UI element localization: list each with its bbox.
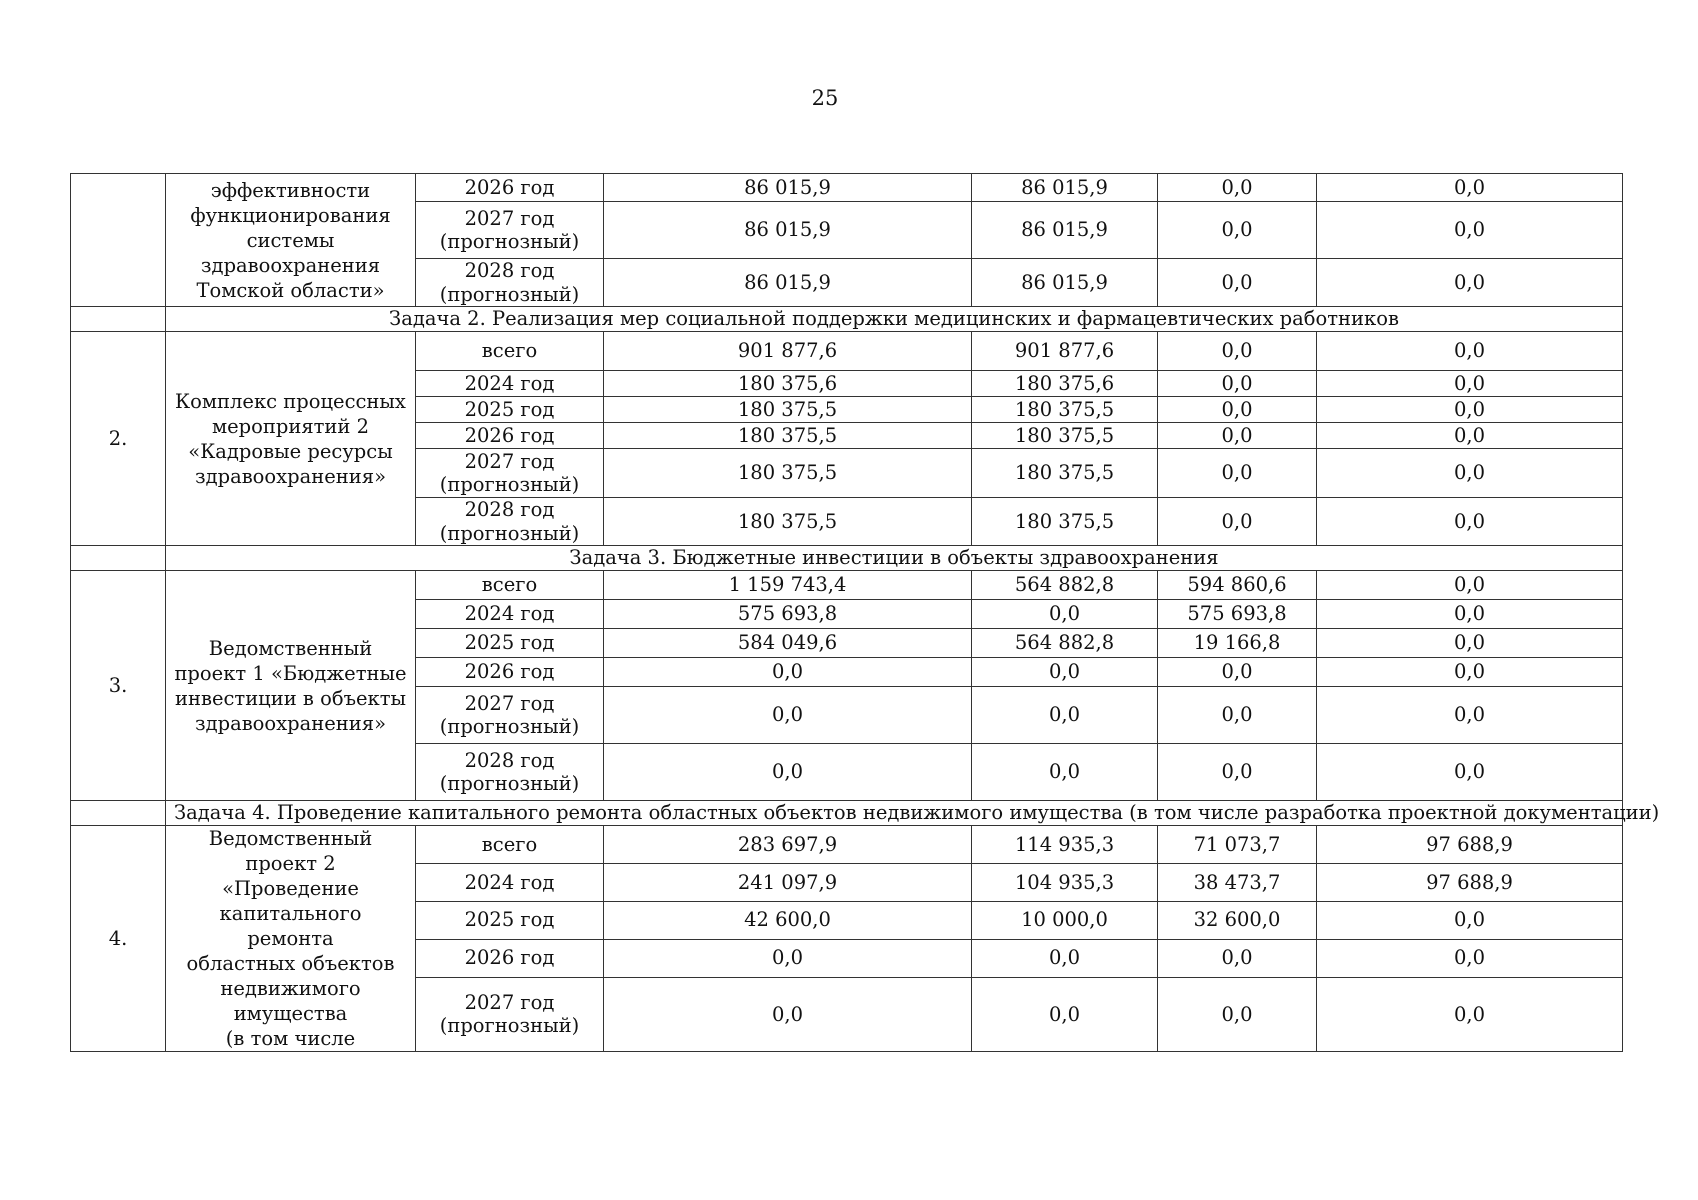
measure-name-line: недвижимого [220,977,361,1000]
period-cell [416,371,604,397]
period-label: 2027 год [464,206,555,230]
period-label: (прогнозный) [439,715,580,738]
value-cell: 86 015,9 [972,202,1158,259]
row-number: 3. [71,571,166,801]
period-label: 2025 год [464,908,555,932]
value-cell: 0,0 [1158,687,1317,744]
value-cell: 0,0 [1158,423,1317,449]
value-cell: 0,0 [1158,498,1317,546]
value-cell: 180 375,5 [972,423,1158,449]
value-cell: 0,0 [1317,977,1623,1052]
value-cell: 180 375,6 [604,371,972,397]
measure-name-line: инвестиции в объекты [174,686,407,710]
task-title: Задача 3. Бюджетные инвестиции в объекты здравоохранения [166,546,1623,571]
value-cell: 86 015,9 [972,174,1158,202]
value-cell: 901 877,6 [604,332,972,371]
task-row [71,801,1623,826]
measure-name [166,826,416,1052]
value-cell: 180 375,6 [972,371,1158,397]
value-cell: 180 375,5 [972,449,1158,498]
period-label: 2024 год [464,602,555,626]
value-cell: 0,0 [1158,259,1317,307]
measure-name-line: здравоохранения [200,253,381,277]
value-cell: 0,0 [1317,939,1623,977]
value-cell: 19 166,8 [1158,629,1317,658]
value-cell: 42 600,0 [604,901,972,939]
task-row [71,546,1623,571]
value-cell: 180 375,5 [972,498,1158,546]
value-cell: 0,0 [1317,600,1623,629]
value-cell: 283 697,9 [604,826,972,864]
value-cell: 104 935,3 [972,863,1158,901]
value-cell: 0,0 [604,658,972,687]
period-label: 2028 год [464,498,555,522]
value-cell: 575 693,8 [1158,600,1317,629]
value-cell: 10 000,0 [972,901,1158,939]
value-cell: 0,0 [1317,371,1623,397]
value-cell: 0,0 [1317,202,1623,259]
period-label: 2026 год [464,660,555,684]
value-cell: 0,0 [972,687,1158,744]
period-cell [416,977,604,1052]
value-cell: 0,0 [1317,397,1623,423]
period-label: 2026 год [464,423,555,447]
measure-name-line: здравоохранения» [194,711,387,735]
period-cell [416,600,604,629]
period-cell [416,571,604,600]
value-cell: 0,0 [1317,174,1623,202]
period-label: (прогнозный) [439,473,580,496]
value-cell: 114 935,3 [972,826,1158,864]
budget-table [70,173,1660,1052]
period-cell [416,826,604,864]
value-cell: 97 688,9 [1317,826,1623,864]
value-cell: 0,0 [1317,332,1623,371]
value-cell: 0,0 [972,744,1158,801]
budget-table-body [71,174,1660,1052]
value-cell: 180 375,5 [604,423,972,449]
period-cell [416,498,604,546]
value-cell: 97 688,9 [1317,863,1623,901]
value-cell: 32 600,0 [1158,901,1317,939]
value-cell: 901 877,6 [972,332,1158,371]
period-label: (прогнозный) [439,772,580,795]
period-cell [416,658,604,687]
measure-name-line: имущества [233,1002,348,1025]
measure-name-line: проект 2 «Проведение [222,852,359,900]
value-cell: 0,0 [972,939,1158,977]
value-cell: 0,0 [604,744,972,801]
value-cell: 0,0 [1317,687,1623,744]
value-cell: 584 049,6 [604,629,972,658]
measure-name-line: проект 1 «Бюджетные [174,661,407,685]
value-cell: 0,0 [604,939,972,977]
period-cell [416,423,604,449]
measure-name [166,174,416,307]
measure-name-line: системы [246,228,335,252]
task-number-cell [71,307,166,332]
value-cell: 594 860,6 [1158,571,1317,600]
value-cell: 0,0 [972,600,1158,629]
value-cell: 180 375,5 [604,449,972,498]
task-number-cell [71,801,166,826]
value-cell: 180 375,5 [604,498,972,546]
period-label: (прогнозный) [439,282,580,306]
value-cell: 0,0 [604,687,972,744]
period-label: (прогнозный) [439,230,580,253]
period-cell [416,744,604,801]
table-row [71,571,1623,600]
value-cell: 0,0 [1317,498,1623,546]
period-label: 2028 год [464,748,555,772]
period-cell [416,397,604,423]
period-label: 2025 год [464,631,555,655]
value-cell: 86 015,9 [604,174,972,202]
period-cell [416,259,604,307]
period-label: 2026 год [464,175,555,199]
period-cell [416,202,604,259]
value-cell: 0,0 [1158,744,1317,801]
period-label: 2027 год [464,449,555,473]
value-cell: 71 073,7 [1158,826,1317,864]
table-row [71,174,1623,202]
period-cell [416,449,604,498]
row-number: 2. [71,332,166,546]
value-cell: 86 015,9 [604,259,972,307]
value-cell: 0,0 [972,658,1158,687]
table-row [71,826,1623,864]
period-cell [416,629,604,658]
task-title: Задача 2. Реализация мер социальной поддержки медицинских и фармацевтических работников [166,307,1623,332]
value-cell: 241 097,9 [604,863,972,901]
period-cell [416,687,604,744]
measure-name-line: Ведомственный [208,827,373,850]
period-label: 2027 год [464,990,555,1014]
value-cell: 0,0 [604,977,972,1052]
value-cell: 0,0 [1317,423,1623,449]
value-cell: 0,0 [1158,202,1317,259]
period-label: всего [481,832,538,856]
value-cell: 1 159 743,4 [604,571,972,600]
value-cell: 0,0 [1158,939,1317,977]
period-cell [416,174,604,202]
measure-name-line: Комплекс процессных [175,389,406,413]
value-cell: 0,0 [1317,571,1623,600]
row-number [71,174,166,307]
value-cell: 86 015,9 [604,202,972,259]
task-row [71,307,1623,332]
measure-name [166,332,416,546]
value-cell: 180 375,5 [604,397,972,423]
period-cell [416,332,604,371]
value-cell: 0,0 [1158,371,1317,397]
page-number: 25 [811,86,839,110]
measure-name-line: (в том числе [225,1027,356,1050]
value-cell: 86 015,9 [972,259,1158,307]
row-number: 4. [71,826,166,1052]
period-label: 2027 год [464,691,555,715]
period-cell [416,939,604,977]
value-cell: 0,0 [1158,449,1317,498]
value-cell: 0,0 [1158,977,1317,1052]
period-cell [416,863,604,901]
value-cell: 0,0 [1158,332,1317,371]
value-cell: 0,0 [1317,259,1623,307]
value-cell: 564 882,8 [972,629,1158,658]
period-label: 2024 год [464,371,555,395]
measure-name-line: Ведомственный [208,636,373,660]
value-cell: 0,0 [1317,658,1623,687]
value-cell: 575 693,8 [604,600,972,629]
period-label: 2025 год [464,397,555,421]
period-label: 2028 год [464,259,555,283]
table-row [71,332,1623,371]
period-label: (прогнозный) [439,1014,580,1038]
period-label: (прогнозный) [439,521,580,545]
value-cell: 0,0 [1158,658,1317,687]
value-cell: 564 882,8 [972,571,1158,600]
value-cell: 0,0 [972,977,1158,1052]
measure-name [166,571,416,801]
period-label: всего [481,339,538,363]
value-cell: 0,0 [1317,449,1623,498]
measure-name-line: «Кадровые ресурсы [188,439,393,463]
value-cell: 0,0 [1317,629,1623,658]
value-cell: 0,0 [1317,744,1623,801]
value-cell: 0,0 [1317,901,1623,939]
period-cell [416,901,604,939]
period-label: 2024 год [464,870,555,894]
measure-name-line: здравоохранения» [194,464,387,488]
measure-name-line: капитального ремонта [219,902,362,950]
task-title: Задача 4. Проведение капитального ремонта областных объектов недвижимого имущества (в том числе разработка проектной документации) [166,801,1623,826]
period-label: всего [481,573,538,597]
measure-name-line: эффективности [210,178,371,202]
measure-name-line: областных объектов [186,952,395,975]
measure-name-line: Томской области» [196,278,385,302]
value-cell: 38 473,7 [1158,863,1317,901]
value-cell: 0,0 [1158,174,1317,202]
period-label: 2026 год [464,946,555,970]
value-cell: 0,0 [1158,397,1317,423]
measure-name-line: функционирования [190,203,391,227]
measure-name-line: мероприятий 2 [211,414,370,438]
task-number-cell [71,546,166,571]
value-cell: 180 375,5 [972,397,1158,423]
